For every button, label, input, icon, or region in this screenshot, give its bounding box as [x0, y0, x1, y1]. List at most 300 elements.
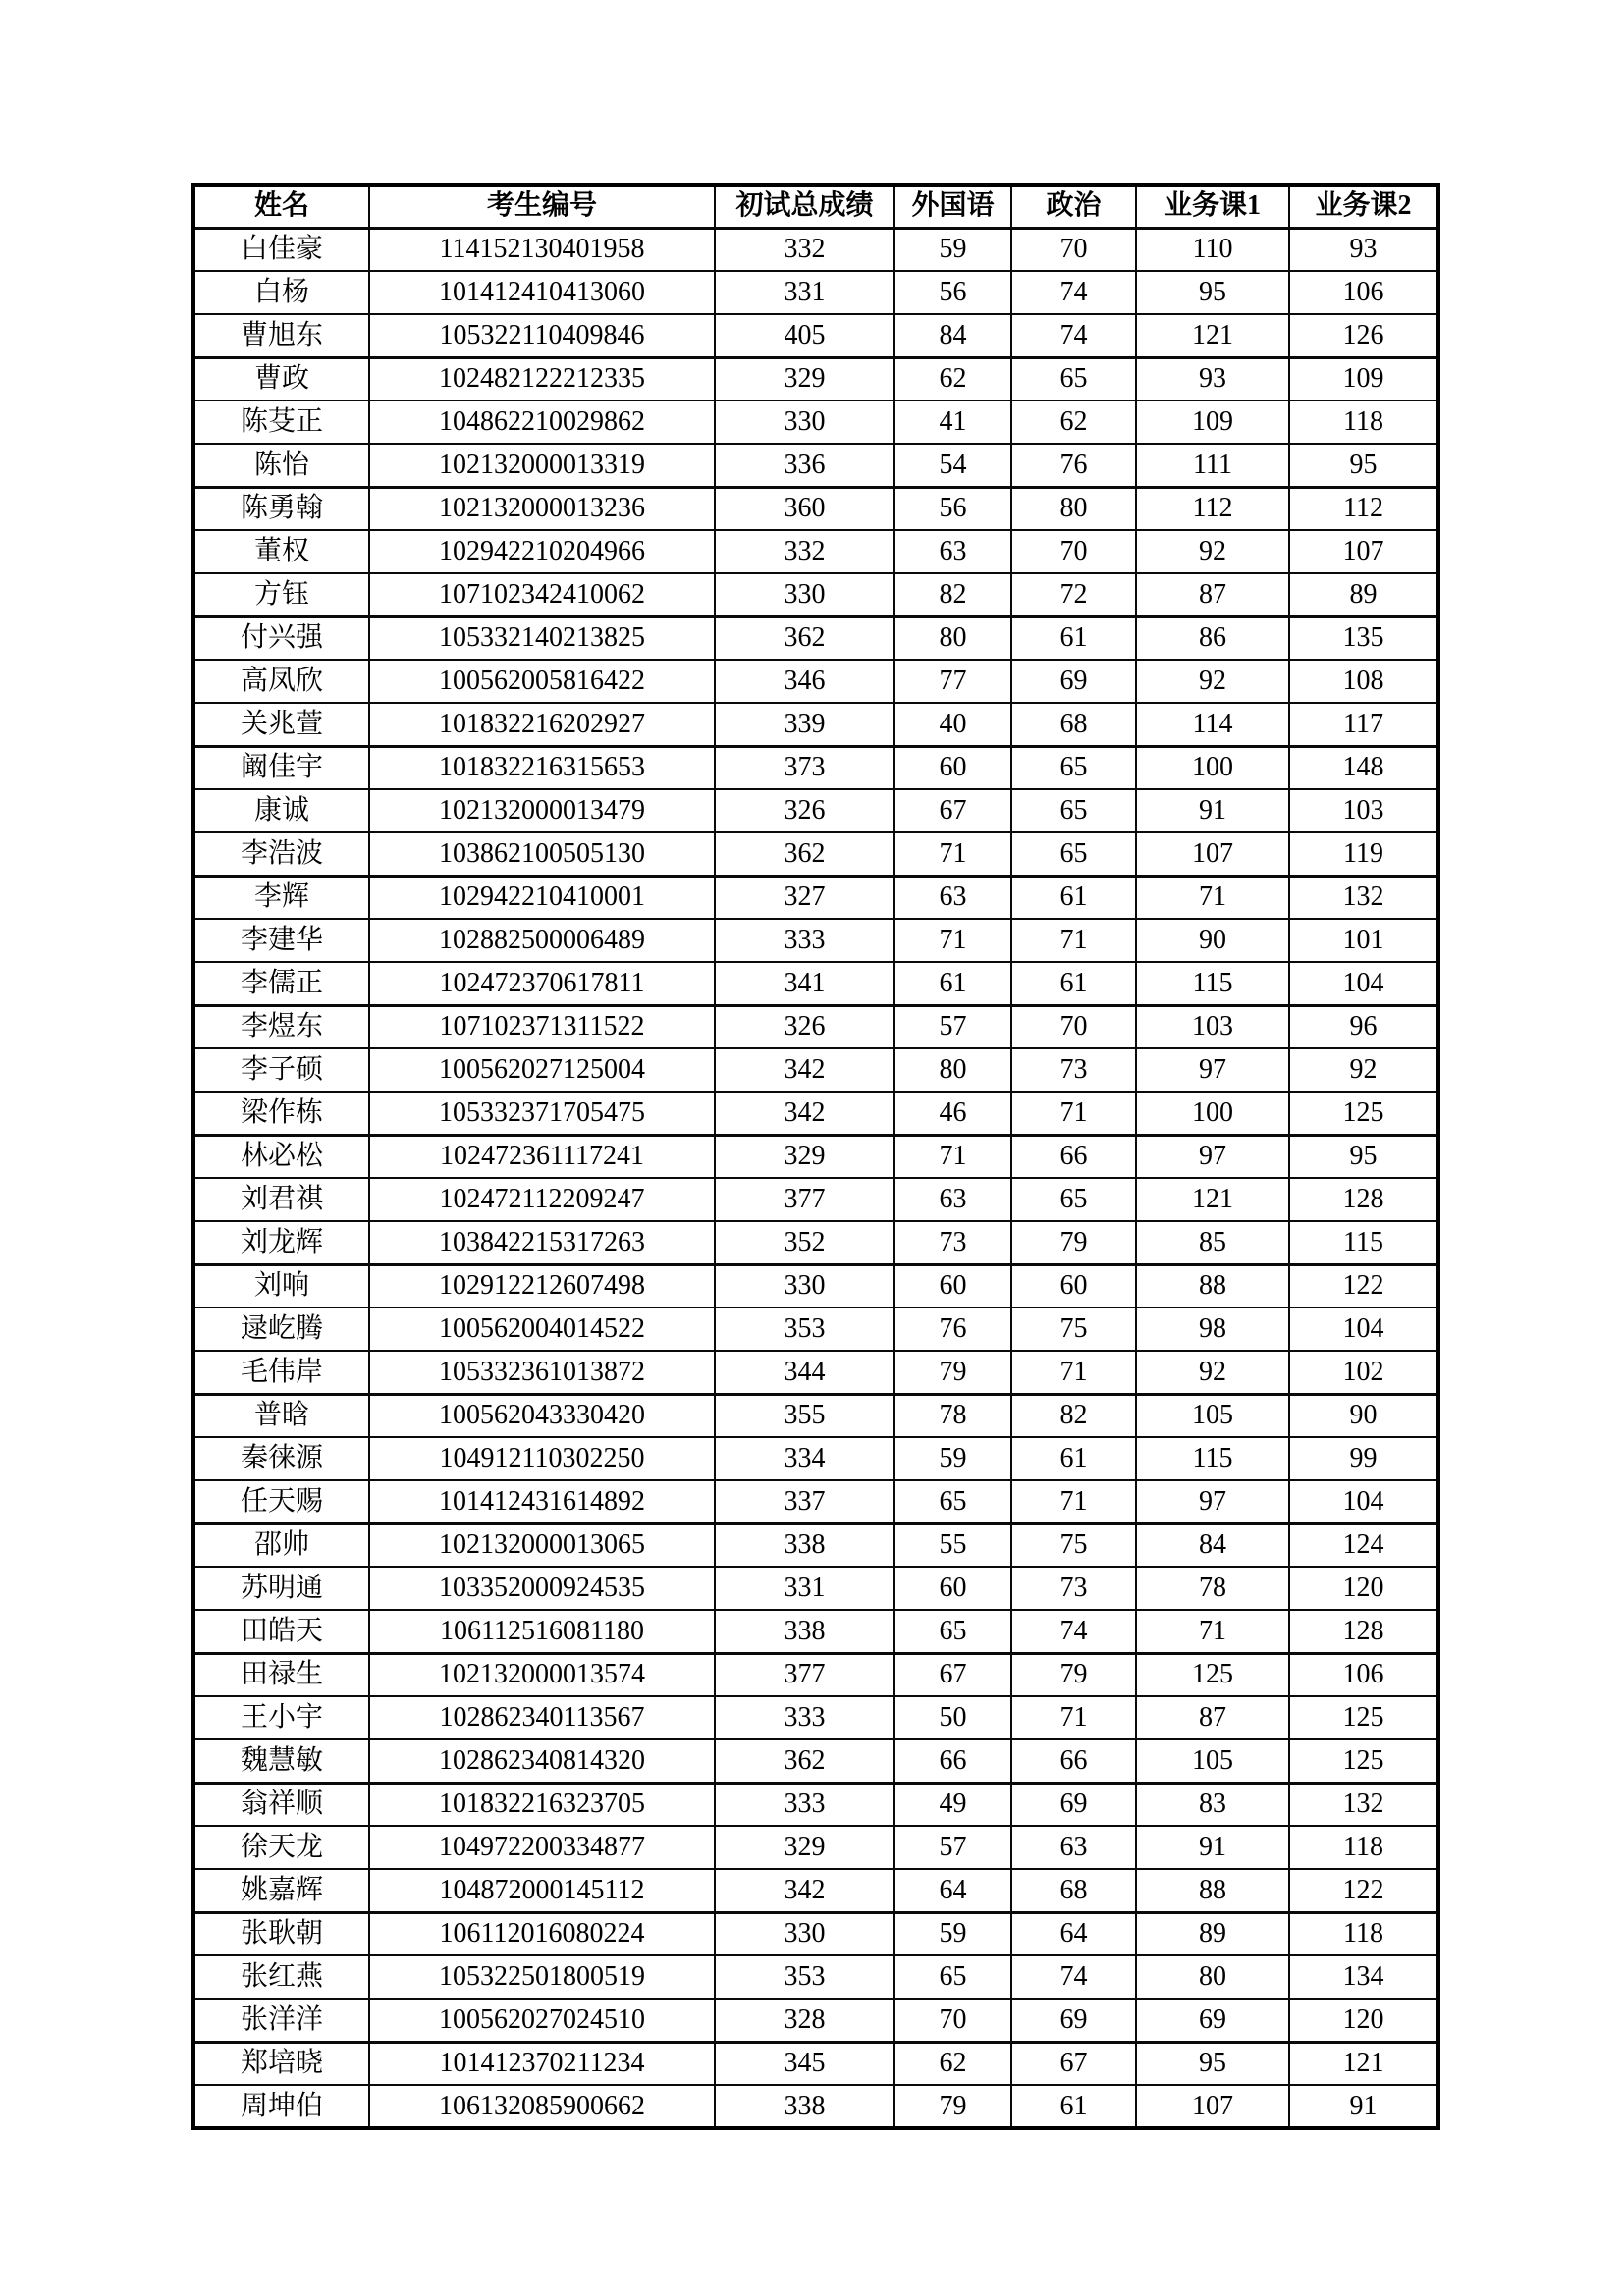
cell-foreign-language: 60 — [894, 1264, 1011, 1308]
cell-foreign-language: 65 — [894, 1955, 1011, 1999]
table-row — [193, 1005, 1438, 1048]
cell-course2: 89 — [1289, 573, 1438, 616]
cell-name: 阚佳宇 — [193, 746, 369, 789]
cell-course2: 125 — [1289, 1739, 1438, 1783]
cell-name: 徐天龙 — [193, 1826, 369, 1869]
cell-foreign-language: 60 — [894, 746, 1011, 789]
cell-politics: 65 — [1011, 789, 1136, 832]
table-row — [193, 228, 1438, 271]
cell-candidate-id: 102862340113567 — [369, 1696, 715, 1739]
cell-name: 方钰 — [193, 573, 369, 616]
table-row — [193, 444, 1438, 487]
cell-course2: 126 — [1289, 314, 1438, 357]
cell-total-score: 326 — [715, 789, 894, 832]
cell-total-score: 339 — [715, 703, 894, 746]
cell-candidate-id: 102472370617811 — [369, 962, 715, 1005]
cell-politics: 65 — [1011, 832, 1136, 876]
cell-candidate-id: 100562043330420 — [369, 1394, 715, 1437]
cell-total-score: 332 — [715, 530, 894, 573]
cell-course1: 98 — [1136, 1308, 1289, 1351]
cell-name: 李建华 — [193, 919, 369, 962]
table-row — [193, 357, 1438, 400]
cell-course1: 107 — [1136, 832, 1289, 876]
table-row — [193, 703, 1438, 746]
table-row — [193, 2085, 1438, 2128]
cell-foreign-language: 70 — [894, 1999, 1011, 2042]
cell-total-score: 326 — [715, 1005, 894, 1048]
cell-total-score: 373 — [715, 746, 894, 789]
cell-candidate-id: 102942210204966 — [369, 530, 715, 573]
cell-course1: 88 — [1136, 1869, 1289, 1912]
cell-course1: 87 — [1136, 1696, 1289, 1739]
table-row — [193, 271, 1438, 314]
cell-politics: 68 — [1011, 703, 1136, 746]
cell-name: 张红燕 — [193, 1955, 369, 1999]
cell-foreign-language: 60 — [894, 1567, 1011, 1610]
cell-candidate-id: 105332371705475 — [369, 1092, 715, 1135]
col-header-name: 姓名 — [193, 185, 369, 228]
cell-course1: 125 — [1136, 1653, 1289, 1696]
cell-course2: 124 — [1289, 1523, 1438, 1567]
cell-course1: 84 — [1136, 1523, 1289, 1567]
cell-politics: 66 — [1011, 1135, 1136, 1178]
cell-course1: 83 — [1136, 1783, 1289, 1826]
cell-foreign-language: 62 — [894, 2042, 1011, 2085]
cell-foreign-language: 82 — [894, 573, 1011, 616]
cell-course2: 148 — [1289, 746, 1438, 789]
cell-politics: 70 — [1011, 228, 1136, 271]
cell-total-score: 330 — [715, 400, 894, 444]
cell-total-score: 342 — [715, 1092, 894, 1135]
table-row — [193, 1394, 1438, 1437]
cell-candidate-id: 105322501800519 — [369, 1955, 715, 1999]
cell-candidate-id: 102862340814320 — [369, 1739, 715, 1783]
cell-course2: 104 — [1289, 1480, 1438, 1523]
cell-total-score: 330 — [715, 573, 894, 616]
cell-name: 关兆萱 — [193, 703, 369, 746]
cell-candidate-id: 102882500006489 — [369, 919, 715, 962]
cell-name: 普晗 — [193, 1394, 369, 1437]
cell-name: 李子硕 — [193, 1048, 369, 1092]
cell-candidate-id: 102942210410001 — [369, 876, 715, 919]
cell-candidate-id: 106132085900662 — [369, 2085, 715, 2128]
col-header-foreign-language: 外国语 — [894, 185, 1011, 228]
table-row — [193, 314, 1438, 357]
cell-politics: 61 — [1011, 2085, 1136, 2128]
cell-name: 翁祥顺 — [193, 1783, 369, 1826]
cell-course2: 106 — [1289, 1653, 1438, 1696]
cell-foreign-language: 59 — [894, 1437, 1011, 1480]
cell-name: 白杨 — [193, 271, 369, 314]
cell-candidate-id: 101412410413060 — [369, 271, 715, 314]
cell-total-score: 405 — [715, 314, 894, 357]
cell-course2: 122 — [1289, 1869, 1438, 1912]
cell-candidate-id: 101832216315653 — [369, 746, 715, 789]
cell-candidate-id: 102482122212335 — [369, 357, 715, 400]
cell-name: 田皓天 — [193, 1610, 369, 1653]
table-row — [193, 1178, 1438, 1221]
cell-total-score: 352 — [715, 1221, 894, 1264]
cell-course2: 107 — [1289, 530, 1438, 573]
cell-name: 苏明通 — [193, 1567, 369, 1610]
cell-course2: 106 — [1289, 271, 1438, 314]
table-row — [193, 1567, 1438, 1610]
table-row — [193, 789, 1438, 832]
cell-foreign-language: 62 — [894, 357, 1011, 400]
cell-course2: 109 — [1289, 357, 1438, 400]
cell-name: 陈勇翰 — [193, 487, 369, 530]
cell-candidate-id: 106112016080224 — [369, 1912, 715, 1955]
cell-politics: 61 — [1011, 1437, 1136, 1480]
cell-politics: 74 — [1011, 271, 1136, 314]
cell-politics: 71 — [1011, 1480, 1136, 1523]
cell-course2: 112 — [1289, 487, 1438, 530]
cell-politics: 69 — [1011, 660, 1136, 703]
cell-foreign-language: 41 — [894, 400, 1011, 444]
cell-foreign-language: 63 — [894, 530, 1011, 573]
cell-course2: 118 — [1289, 1826, 1438, 1869]
cell-total-score: 362 — [715, 616, 894, 660]
cell-course2: 128 — [1289, 1610, 1438, 1653]
cell-politics: 60 — [1011, 1264, 1136, 1308]
col-header-course1: 业务课1 — [1136, 185, 1289, 228]
cell-candidate-id: 103842215317263 — [369, 1221, 715, 1264]
cell-foreign-language: 59 — [894, 1912, 1011, 1955]
cell-politics: 72 — [1011, 573, 1136, 616]
cell-course2: 118 — [1289, 400, 1438, 444]
cell-total-score: 336 — [715, 444, 894, 487]
cell-course2: 132 — [1289, 1783, 1438, 1826]
cell-total-score: 333 — [715, 1696, 894, 1739]
table-row — [193, 1869, 1438, 1912]
cell-total-score: 345 — [715, 2042, 894, 2085]
cell-name: 李煜东 — [193, 1005, 369, 1048]
cell-course1: 97 — [1136, 1048, 1289, 1092]
cell-candidate-id: 100562004014522 — [369, 1308, 715, 1351]
cell-total-score: 338 — [715, 1610, 894, 1653]
cell-candidate-id: 102472112209247 — [369, 1178, 715, 1221]
cell-name: 董权 — [193, 530, 369, 573]
cell-name: 张洋洋 — [193, 1999, 369, 2042]
cell-politics: 74 — [1011, 314, 1136, 357]
cell-total-score: 362 — [715, 832, 894, 876]
table-row — [193, 1523, 1438, 1567]
cell-name: 任天赐 — [193, 1480, 369, 1523]
col-header-total-score: 初试总成绩 — [715, 185, 894, 228]
cell-foreign-language: 67 — [894, 789, 1011, 832]
cell-total-score: 360 — [715, 487, 894, 530]
cell-politics: 65 — [1011, 746, 1136, 789]
cell-candidate-id: 104862210029862 — [369, 400, 715, 444]
cell-course2: 118 — [1289, 1912, 1438, 1955]
table-row — [193, 1221, 1438, 1264]
cell-candidate-id: 101412370211234 — [369, 2042, 715, 2085]
cell-course2: 132 — [1289, 876, 1438, 919]
cell-course1: 111 — [1136, 444, 1289, 487]
cell-name: 康诚 — [193, 789, 369, 832]
cell-course2: 119 — [1289, 832, 1438, 876]
cell-course2: 102 — [1289, 1351, 1438, 1394]
cell-total-score: 346 — [715, 660, 894, 703]
cell-foreign-language: 65 — [894, 1480, 1011, 1523]
cell-course2: 117 — [1289, 703, 1438, 746]
table-row — [193, 876, 1438, 919]
cell-foreign-language: 54 — [894, 444, 1011, 487]
table-row — [193, 1048, 1438, 1092]
cell-course1: 109 — [1136, 400, 1289, 444]
cell-course1: 97 — [1136, 1480, 1289, 1523]
cell-course2: 120 — [1289, 1999, 1438, 2042]
table-row — [193, 1653, 1438, 1696]
cell-foreign-language: 49 — [894, 1783, 1011, 1826]
cell-foreign-language: 56 — [894, 271, 1011, 314]
cell-name: 曹旭东 — [193, 314, 369, 357]
cell-foreign-language: 55 — [894, 1523, 1011, 1567]
cell-total-score: 329 — [715, 357, 894, 400]
cell-total-score: 377 — [715, 1653, 894, 1696]
cell-foreign-language: 57 — [894, 1826, 1011, 1869]
cell-politics: 70 — [1011, 530, 1136, 573]
cell-foreign-language: 64 — [894, 1869, 1011, 1912]
cell-name: 刘君祺 — [193, 1178, 369, 1221]
cell-politics: 75 — [1011, 1308, 1136, 1351]
cell-candidate-id: 101832216202927 — [369, 703, 715, 746]
table-row — [193, 1955, 1438, 1999]
cell-foreign-language: 73 — [894, 1221, 1011, 1264]
cell-candidate-id: 104912110302250 — [369, 1437, 715, 1480]
cell-course2: 128 — [1289, 1178, 1438, 1221]
cell-politics: 71 — [1011, 1092, 1136, 1135]
cell-total-score: 353 — [715, 1955, 894, 1999]
cell-candidate-id: 103352000924535 — [369, 1567, 715, 1610]
col-header-candidate-id: 考生编号 — [369, 185, 715, 228]
cell-name: 邵帅 — [193, 1523, 369, 1567]
table-row — [193, 1135, 1438, 1178]
cell-foreign-language: 40 — [894, 703, 1011, 746]
cell-politics: 79 — [1011, 1221, 1136, 1264]
cell-name: 姚嘉辉 — [193, 1869, 369, 1912]
cell-politics: 70 — [1011, 1005, 1136, 1048]
cell-name: 田禄生 — [193, 1653, 369, 1696]
cell-candidate-id: 102132000013319 — [369, 444, 715, 487]
cell-name: 陈怡 — [193, 444, 369, 487]
cell-candidate-id: 107102371311522 — [369, 1005, 715, 1048]
cell-foreign-language: 61 — [894, 962, 1011, 1005]
cell-foreign-language: 80 — [894, 616, 1011, 660]
cell-course1: 92 — [1136, 530, 1289, 573]
cell-course2: 95 — [1289, 1135, 1438, 1178]
cell-course1: 110 — [1136, 228, 1289, 271]
cell-foreign-language: 59 — [894, 228, 1011, 271]
cell-name: 毛伟岸 — [193, 1351, 369, 1394]
cell-total-score: 330 — [715, 1912, 894, 1955]
table-row — [193, 1351, 1438, 1394]
cell-course1: 121 — [1136, 1178, 1289, 1221]
cell-candidate-id: 102912212607498 — [369, 1264, 715, 1308]
cell-total-score: 337 — [715, 1480, 894, 1523]
cell-politics: 67 — [1011, 2042, 1136, 2085]
cell-foreign-language: 79 — [894, 2085, 1011, 2128]
cell-name: 郑培晓 — [193, 2042, 369, 2085]
cell-total-score: 338 — [715, 2085, 894, 2128]
cell-total-score: 329 — [715, 1135, 894, 1178]
cell-name: 王小宇 — [193, 1696, 369, 1739]
table-row — [193, 1480, 1438, 1523]
table-row — [193, 1912, 1438, 1955]
cell-course1: 107 — [1136, 2085, 1289, 2128]
table-row — [193, 1264, 1438, 1308]
cell-total-score: 342 — [715, 1869, 894, 1912]
cell-name: 梁作栋 — [193, 1092, 369, 1135]
cell-name: 李儒正 — [193, 962, 369, 1005]
cell-candidate-id: 114152130401958 — [369, 228, 715, 271]
cell-politics: 68 — [1011, 1869, 1136, 1912]
cell-candidate-id: 107102342410062 — [369, 573, 715, 616]
cell-foreign-language: 77 — [894, 660, 1011, 703]
cell-course1: 105 — [1136, 1394, 1289, 1437]
cell-foreign-language: 63 — [894, 1178, 1011, 1221]
cell-politics: 79 — [1011, 1653, 1136, 1696]
cell-candidate-id: 102132000013236 — [369, 487, 715, 530]
cell-foreign-language: 50 — [894, 1696, 1011, 1739]
cell-course2: 120 — [1289, 1567, 1438, 1610]
cell-course2: 90 — [1289, 1394, 1438, 1437]
cell-foreign-language: 71 — [894, 919, 1011, 962]
cell-total-score: 331 — [715, 271, 894, 314]
cell-course2: 115 — [1289, 1221, 1438, 1264]
cell-name: 林必松 — [193, 1135, 369, 1178]
cell-course1: 100 — [1136, 1092, 1289, 1135]
cell-candidate-id: 104972200334877 — [369, 1826, 715, 1869]
cell-course2: 93 — [1289, 228, 1438, 271]
cell-course1: 95 — [1136, 271, 1289, 314]
cell-course1: 80 — [1136, 1955, 1289, 1999]
cell-course1: 69 — [1136, 1999, 1289, 2042]
cell-total-score: 342 — [715, 1048, 894, 1092]
cell-course2: 99 — [1289, 1437, 1438, 1480]
cell-course1: 100 — [1136, 746, 1289, 789]
cell-politics: 62 — [1011, 400, 1136, 444]
cell-politics: 64 — [1011, 1912, 1136, 1955]
cell-politics: 80 — [1011, 487, 1136, 530]
cell-candidate-id: 105322110409846 — [369, 314, 715, 357]
table-row — [193, 616, 1438, 660]
cell-total-score: 330 — [715, 1264, 894, 1308]
cell-name: 周坤伯 — [193, 2085, 369, 2128]
cell-politics: 65 — [1011, 357, 1136, 400]
table-row — [193, 1999, 1438, 2042]
cell-foreign-language: 57 — [894, 1005, 1011, 1048]
cell-course1: 115 — [1136, 962, 1289, 1005]
table-row — [193, 660, 1438, 703]
cell-candidate-id: 103862100505130 — [369, 832, 715, 876]
cell-course1: 71 — [1136, 1610, 1289, 1653]
cell-course1: 97 — [1136, 1135, 1289, 1178]
cell-course2: 122 — [1289, 1264, 1438, 1308]
cell-total-score: 353 — [715, 1308, 894, 1351]
cell-foreign-language: 56 — [894, 487, 1011, 530]
cell-politics: 69 — [1011, 1999, 1136, 2042]
cell-foreign-language: 71 — [894, 832, 1011, 876]
cell-foreign-language: 80 — [894, 1048, 1011, 1092]
cell-total-score: 333 — [715, 1783, 894, 1826]
cell-politics: 63 — [1011, 1826, 1136, 1869]
cell-foreign-language: 46 — [894, 1092, 1011, 1135]
table-row — [193, 1308, 1438, 1351]
cell-total-score: 355 — [715, 1394, 894, 1437]
table-row — [193, 573, 1438, 616]
table-row — [193, 1437, 1438, 1480]
cell-name: 高凤欣 — [193, 660, 369, 703]
cell-course2: 104 — [1289, 1308, 1438, 1351]
cell-name: 刘响 — [193, 1264, 369, 1308]
cell-course1: 91 — [1136, 1826, 1289, 1869]
cell-name: 魏慧敏 — [193, 1739, 369, 1783]
cell-total-score: 329 — [715, 1826, 894, 1869]
cell-foreign-language: 84 — [894, 314, 1011, 357]
cell-name: 李辉 — [193, 876, 369, 919]
cell-foreign-language: 66 — [894, 1739, 1011, 1783]
cell-politics: 66 — [1011, 1739, 1136, 1783]
cell-candidate-id: 105332140213825 — [369, 616, 715, 660]
cell-name: 刘龙辉 — [193, 1221, 369, 1264]
table-body — [193, 228, 1438, 2128]
table-row — [193, 1826, 1438, 1869]
cell-candidate-id: 104872000145112 — [369, 1869, 715, 1912]
cell-total-score: 328 — [715, 1999, 894, 2042]
cell-course2: 95 — [1289, 444, 1438, 487]
cell-name: 逯屹腾 — [193, 1308, 369, 1351]
cell-candidate-id: 102472361117241 — [369, 1135, 715, 1178]
table-row — [193, 962, 1438, 1005]
cell-total-score: 377 — [715, 1178, 894, 1221]
cell-name: 白佳豪 — [193, 228, 369, 271]
cell-course1: 92 — [1136, 660, 1289, 703]
cell-course2: 108 — [1289, 660, 1438, 703]
table-row — [193, 832, 1438, 876]
cell-course2: 92 — [1289, 1048, 1438, 1092]
cell-course1: 85 — [1136, 1221, 1289, 1264]
cell-course1: 115 — [1136, 1437, 1289, 1480]
cell-name: 秦徕源 — [193, 1437, 369, 1480]
cell-candidate-id: 100562005816422 — [369, 660, 715, 703]
cell-name: 陈芟正 — [193, 400, 369, 444]
cell-total-score: 331 — [715, 1567, 894, 1610]
cell-name: 曹政 — [193, 357, 369, 400]
cell-candidate-id: 101832216323705 — [369, 1783, 715, 1826]
cell-politics: 61 — [1011, 962, 1136, 1005]
col-header-course2: 业务课2 — [1289, 185, 1438, 228]
score-table — [191, 183, 1440, 2130]
cell-course1: 95 — [1136, 2042, 1289, 2085]
cell-course2: 125 — [1289, 1092, 1438, 1135]
cell-foreign-language: 63 — [894, 876, 1011, 919]
cell-course1: 71 — [1136, 876, 1289, 919]
table-row — [193, 1092, 1438, 1135]
table-row — [193, 1739, 1438, 1783]
cell-course2: 103 — [1289, 789, 1438, 832]
cell-name: 李浩波 — [193, 832, 369, 876]
cell-course2: 101 — [1289, 919, 1438, 962]
table-row — [193, 1783, 1438, 1826]
cell-politics: 74 — [1011, 1955, 1136, 1999]
cell-foreign-language: 65 — [894, 1610, 1011, 1653]
cell-candidate-id: 106112516081180 — [369, 1610, 715, 1653]
cell-course1: 86 — [1136, 616, 1289, 660]
cell-course1: 103 — [1136, 1005, 1289, 1048]
table-row — [193, 746, 1438, 789]
cell-foreign-language: 67 — [894, 1653, 1011, 1696]
